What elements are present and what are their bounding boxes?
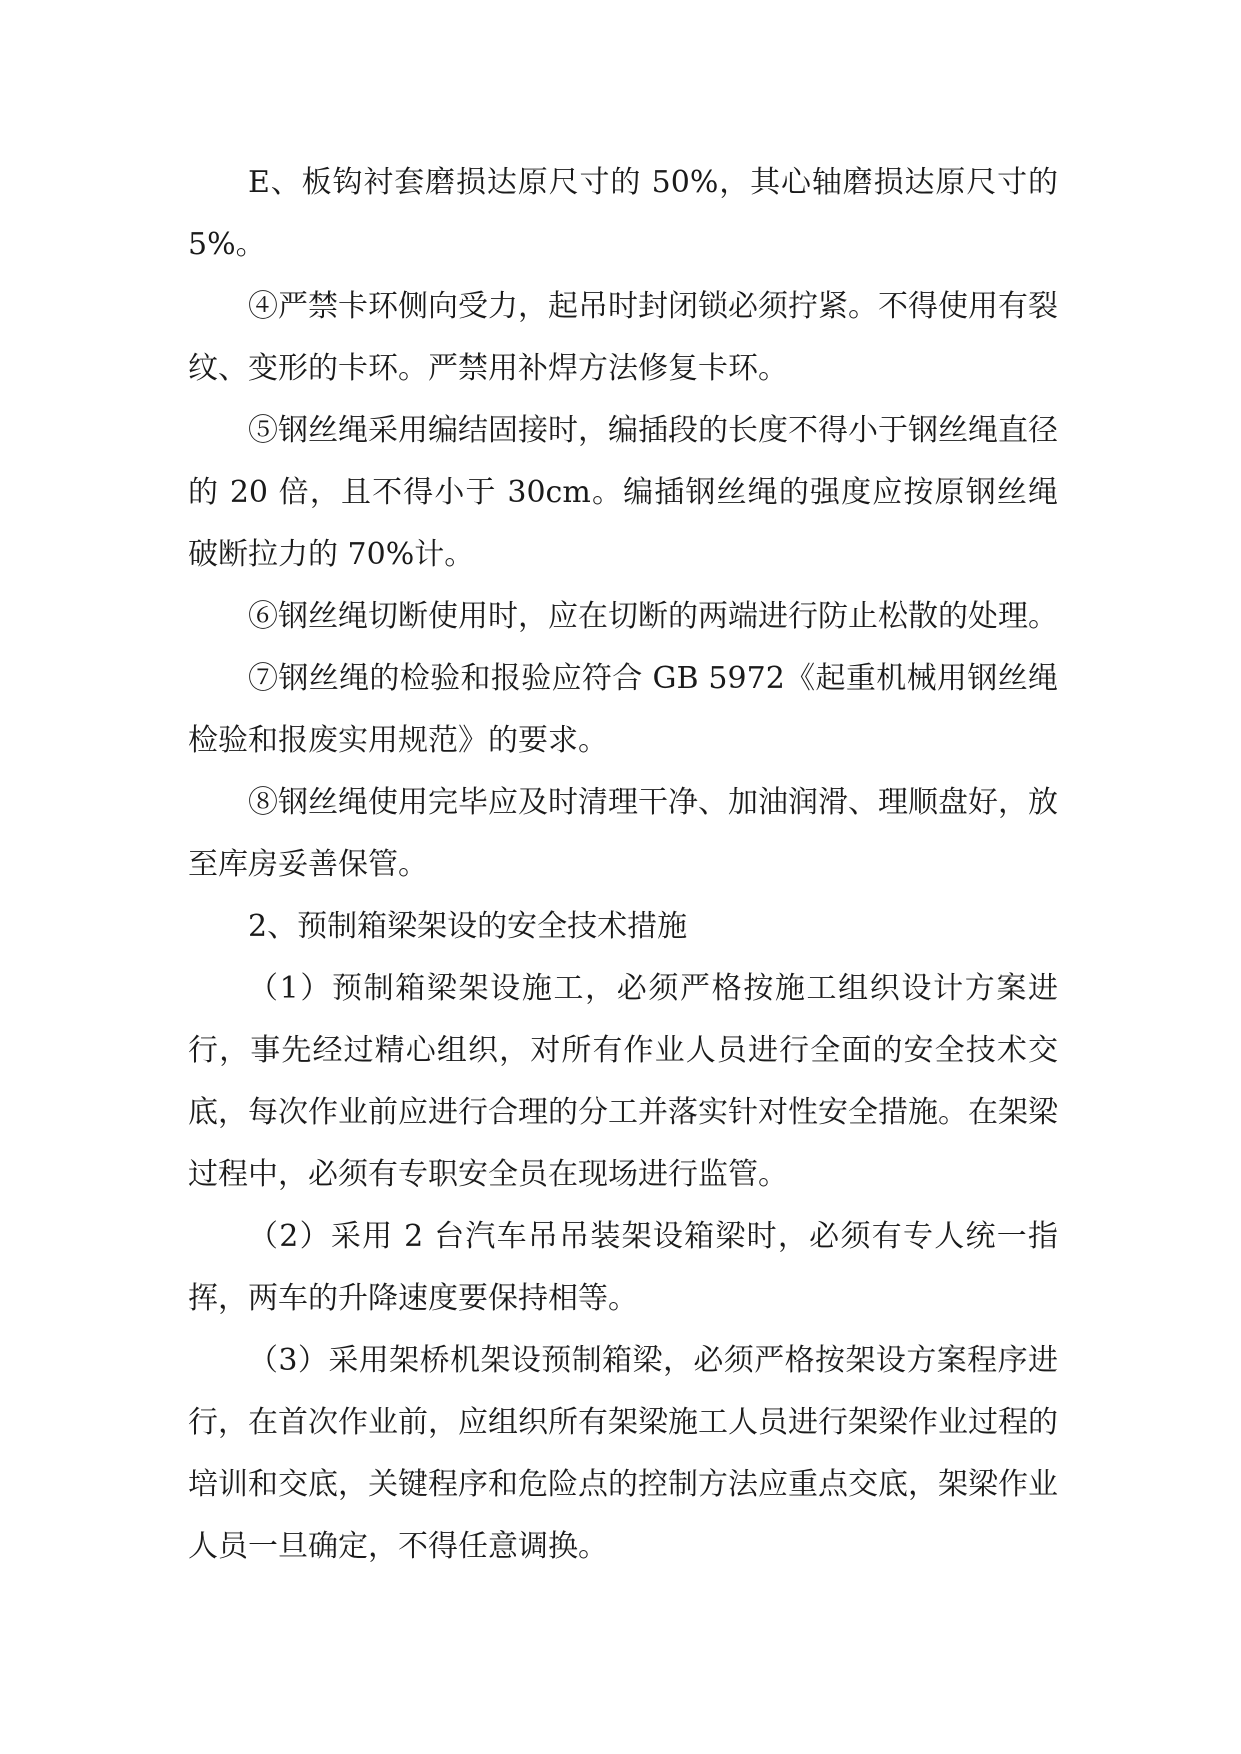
document-body [188,152,1058,1578]
paragraph-rope-inspection: ⑦钢丝绳的检验和报验应符合 GB 5972《起重机械用钢丝绳检验和报废实用规范》的要求。 [188,661,1058,758]
paragraph-rope-cutting: ⑥钢丝绳切断使用时，应在切断的两端进行防止松散的处理。 [248,599,1058,634]
paragraph-shackle-rule: ④严禁卡环侧向受力，起吊时封闭锁必须拧紧。不得使用有裂纹、变形的卡环。严禁用补焊方法修复卡环。 [188,289,1058,386]
paragraph-rope-storage: ⑧钢丝绳使用完毕应及时清理干净、加油润滑、理顺盘好，放至库房妥善保管。 [188,785,1058,882]
paragraph-item-3: （3）采用架桥机架设预制箱梁，必须严格按架设方案程序进行，在首次作业前，应组织所有架梁施工人员进行架梁作业过程的培训和交底，关键程序和危险点的控制方法应重点交底，架梁作业人员一旦确定，不得任意调换。 [188,1343,1058,1564]
section-heading-box-girder: 2、预制箱梁架设的安全技术措施 [248,909,688,944]
paragraph-bushing-wear: E、板钩衬套磨损达原尺寸的 50%，其心轴磨损达原尺寸的 5%。 [188,165,1058,262]
paragraph-item-1: （1）预制箱梁架设施工，必须严格按施工组织设计方案进行，事先经过精心组织，对所有作业人员进行全面的安全技术交底，每次作业前应进行合理的分工并落实针对性安全措施。在架梁过程中，必须有专职安全员在现场进行监管。 [188,971,1058,1192]
paragraph-rope-splice: ⑤钢丝绳采用编结固接时，编插段的长度不得小于钢丝绳直径的 20 倍，且不得小于 30cm。编插钢丝绳的强度应按原钢丝绳破断拉力的 70%计。 [188,413,1058,572]
paragraph-item-2: （2）采用 2 台汽车吊吊装架设箱梁时，必须有专人统一指挥，两车的升降速度要保持相等。 [188,1219,1058,1316]
